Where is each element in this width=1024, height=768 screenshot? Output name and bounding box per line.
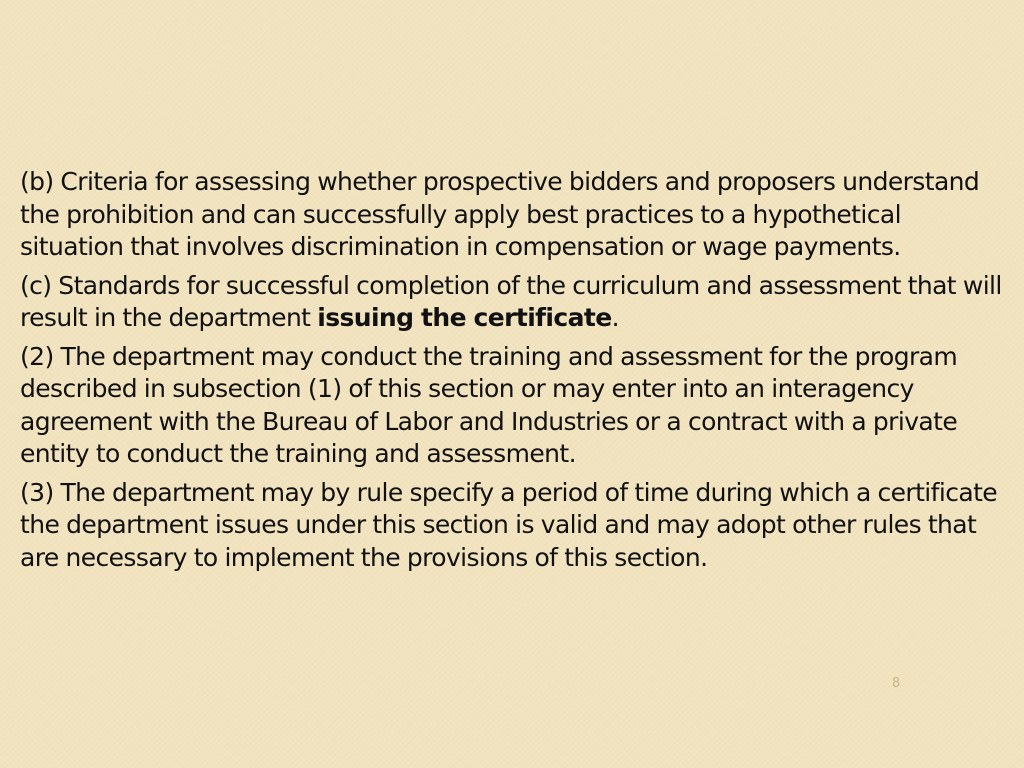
paragraph-3-text: (3) The department may by rule specify a period of time during which a certificate the department issues under this section is valid and may adopt other rules that are necessary to implement the provisions of this section.: [20, 477, 998, 572]
paragraph-b-text: (b) Criteria for assessing whether prospective bidders and proposers understand the prohibition and can successfully apply best practices to a hypothetical situation that involves discrimination in compensation or wage payments.: [20, 167, 980, 261]
paragraph-2: [20, 341, 1010, 471]
paragraph-c-text: (c) Standards for successful completion of the curriculum and assessment that will result in the department: [20, 270, 1002, 332]
paragraph-c-bold: issuing the certificate: [317, 303, 612, 332]
page-number: 8: [892, 676, 901, 691]
paragraph-c-end: .: [611, 303, 619, 332]
paragraph-b: [20, 166, 1010, 264]
slide-body: [20, 166, 1010, 580]
paragraph-2-text: (2) The department may conduct the training and assessment for the program described in subsection (1) of this section or may enter into an interagency agreement with the Bureau of Labor and Industries or a contract with a private entity to conduct the training and assessment.: [20, 341, 958, 468]
paragraph-c: [20, 270, 1010, 335]
paragraph-3: [20, 477, 1010, 575]
